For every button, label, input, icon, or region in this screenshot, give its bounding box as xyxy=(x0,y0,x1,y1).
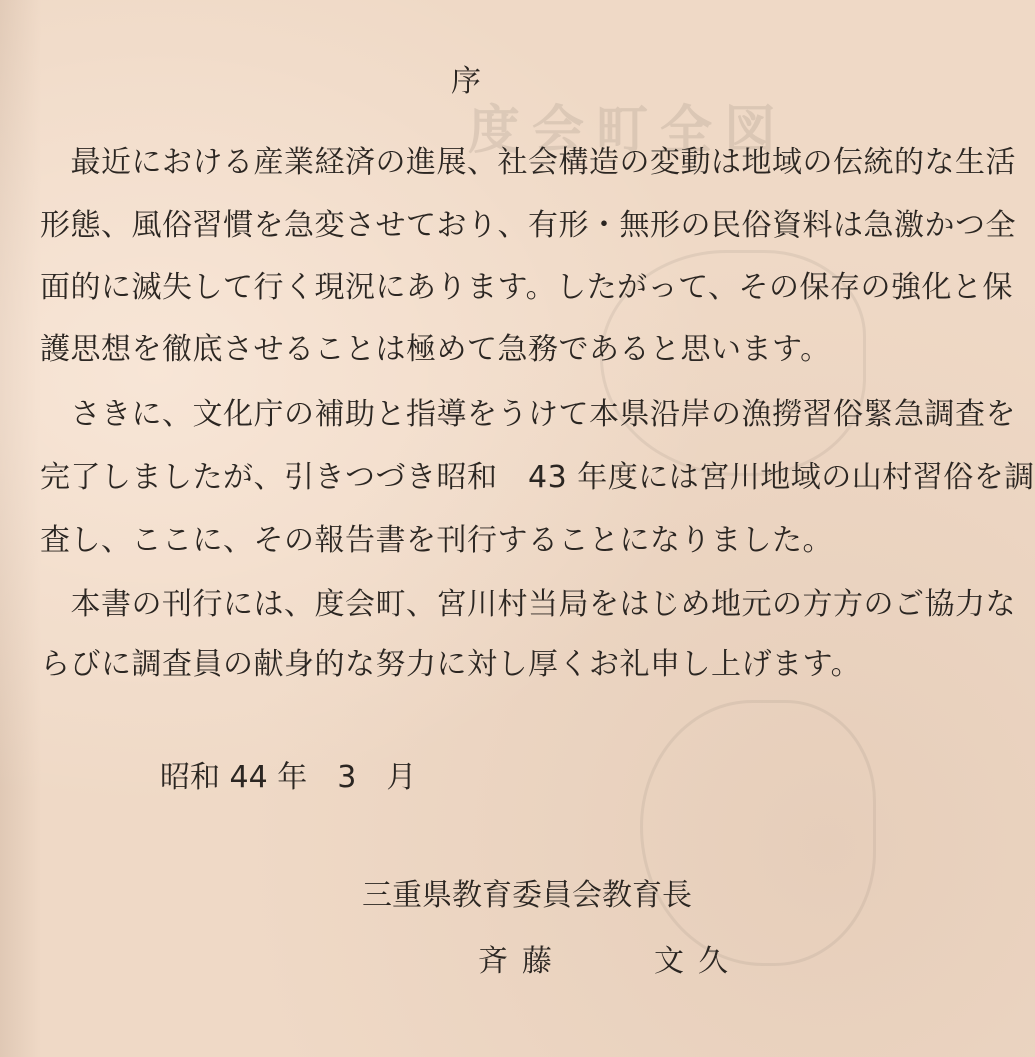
text-line: 護思想を徹底させることは極めて急務であると思います。 xyxy=(40,332,831,367)
text-line: 形態、風俗習慣を急変させており、有形・無形の民俗資料は急激かつ全 xyxy=(40,208,1016,243)
date: 昭和 44 年 3 月 xyxy=(160,760,417,795)
text-line: 本書の刊行には、度会町、宮川村当局をはじめ地元の方方のご協力な xyxy=(40,587,1016,622)
text-line: 最近における産業経済の進展、社会構造の変動は地域の伝統的な生活 xyxy=(40,145,1016,180)
bleed-through-shape xyxy=(640,700,876,966)
text-line: 完了しましたが、引きつづき昭和 43 年度には宮川地域の山村習俗を調 xyxy=(40,460,1035,495)
text-line: 面的に滅失して行く現況にあります。したがって、その保存の強化と保 xyxy=(40,270,1013,305)
page-title: 序 xyxy=(451,64,481,99)
text-line: らびに調査員の献身的な努力に対し厚くお礼申し上げます。 xyxy=(40,647,862,682)
text-line: さきに、文化庁の補助と指導をうけて本県沿岸の漁撈習俗緊急調査を xyxy=(40,397,1016,432)
bleed-through-title: 度会町全図 xyxy=(468,101,789,161)
author-name: 斉藤 文久 xyxy=(478,944,742,979)
author-title: 三重県教育委員会教育長 xyxy=(362,878,692,913)
text-line: 査し、ここに、その報告書を刊行することになりました。 xyxy=(40,523,833,558)
